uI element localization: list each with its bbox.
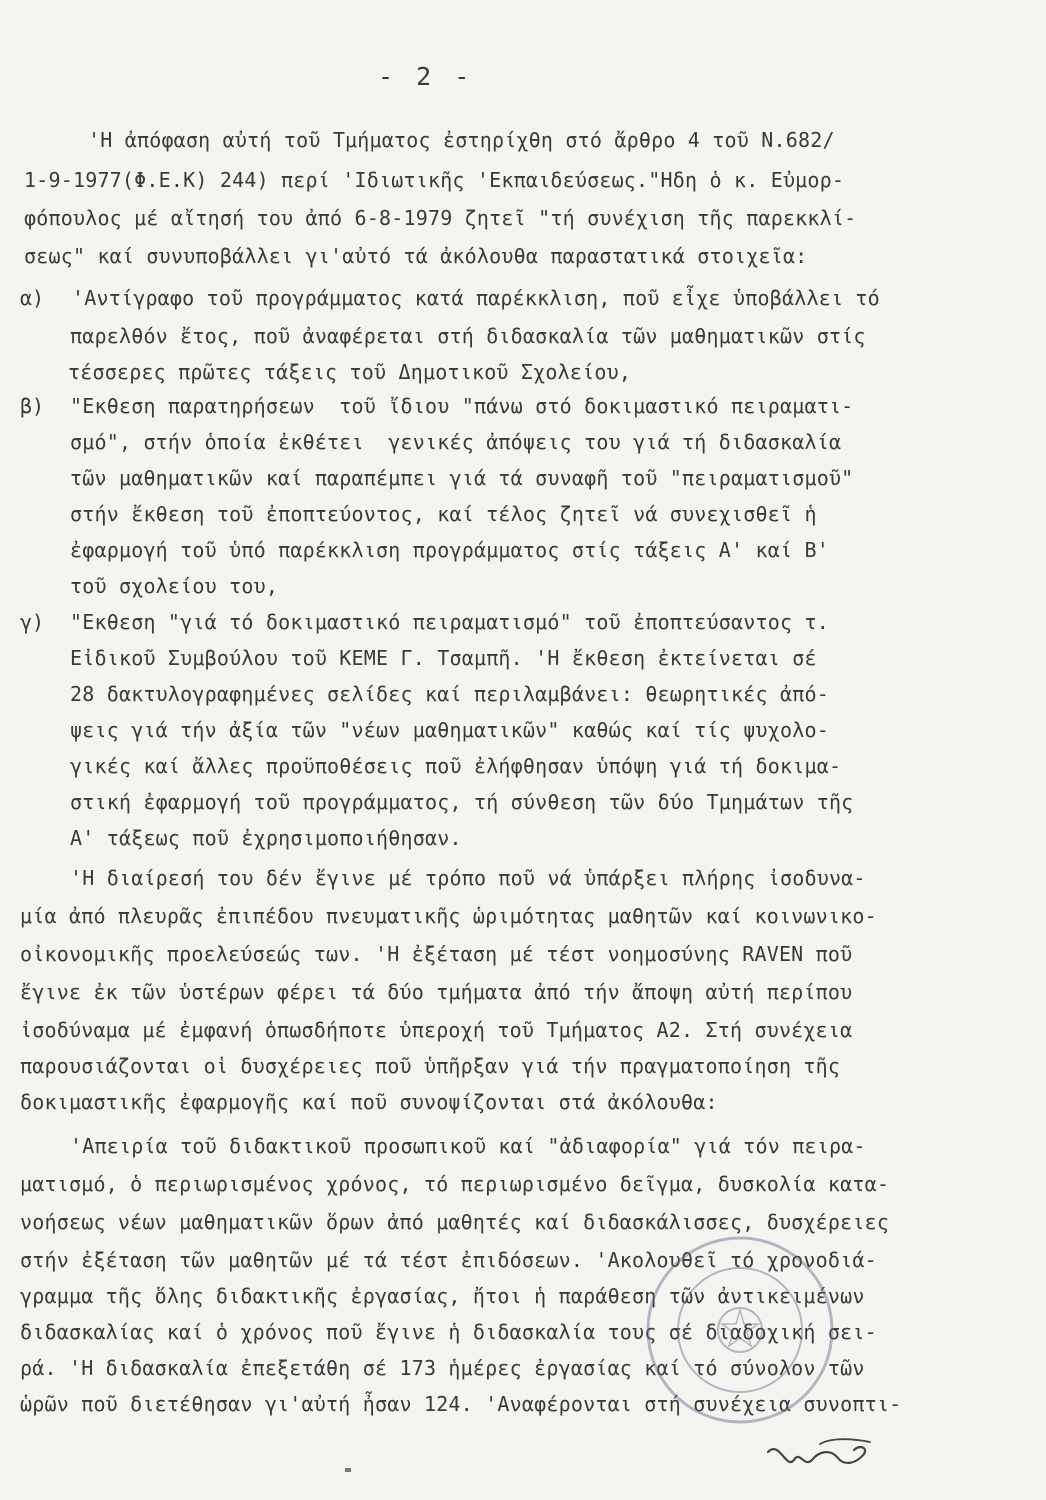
item-label: γ) (20, 610, 45, 634)
item-line: τέσσερες πρῶτες τάξεις τοῦ Δημοτικοῦ Σχολείου, (68, 360, 632, 384)
paragraph-line: ρά. 'Η διδασκαλία ἐπεξετάθη σέ 173 ἡμέρες ἐργασίας καί τό σύνολον τῶν (20, 1356, 865, 1380)
paragraph-line: 'Η ἀπόφαση αὐτή τοῦ Τμήματος ἐστηρίχθη στό ἄρθρο 4 τοῦ Ν.682/ (88, 128, 835, 152)
item-line: παρελθόν ἔτος, ποῦ ἀναφέρεται στή διδασκαλία τῶν μαθηματικῶν στίς (70, 324, 866, 348)
paragraph-line: ματισμό, ὁ περιωρισμένος χρόνος, τό περιωρισμένο δεῖγμα, δυσκολία κατα- (20, 1172, 890, 1196)
item-label: α) (20, 286, 45, 310)
item-line: ἐφαρμογή τοῦ ὑπό παρέκκλιση προγράμματος στίς τάξεις Α' καί Β' (70, 538, 829, 562)
item-line: ψεις γιά τήν ἀξία τῶν "νέων μαθηματικῶν" καθώς καί τίς ψυχολο- (70, 718, 829, 742)
paragraph-line: ὡρῶν ποῦ διετέθησαν γι'αὐτή ἦσαν 124. 'Αναφέρονται στή συνέχεια συνοπτι- (20, 1392, 902, 1416)
item-line: γικές καί ἄλλες προϋποθέσεις ποῦ ἐλήφθησαν ὑπόψη γιά τή δοκιμα- (70, 754, 842, 778)
item-label: β) (20, 394, 45, 418)
paragraph-line: φόπουλος μέ αἴτησή του ἀπό 6-8-1979 ζητεῖ "τή συνέχιση τῆς παρεκκλί- (24, 206, 857, 230)
paragraph-line: ἰσοδύναμα μέ ἐμφανή ὁπωσδήποτε ὑπεροχή τοῦ Τμήματος Α2. Στή συνέχεια (20, 1018, 853, 1042)
paragraph-line: στήν ἐξέταση τῶν μαθητῶν μέ τά τέστ ἐπιδόσεων. 'Ακολουθεῖ τό χρονοδιά- (20, 1248, 877, 1272)
paragraph-line: οἰκονομικῆς προελεύσεώς των. 'Η ἐξέταση μέ τέστ νοημοσύνης RAVEN ποῦ (20, 942, 853, 966)
page-number: - 2 - (378, 62, 474, 91)
item-line: στήν ἔκθεση τοῦ ἐποπτεύοντος, καί τέλος ζητεῖ νά συνεχισθεῖ ἡ (70, 502, 817, 526)
item-line: "Εκθεση παρατηρήσεων τοῦ ἴδιου "πάνω στό δοκιμαστικό πειραματι- (70, 394, 854, 418)
paragraph-line: δοκιμαστικῆς ἐφαρμογῆς καί ποῦ συνοψίζονται στά ἀκόλουθα: (20, 1090, 718, 1114)
paragraph-line: διδασκαλίας καί ὁ χρόνος ποῦ ἔγινε ἡ διδασκαλία τους σέ διαδοχική σει- (20, 1320, 877, 1344)
item-line: 'Αντίγραφο τοῦ προγράμματος κατά παρέκκλιση, ποῦ εἶχε ὑποβάλλει τό (72, 286, 880, 310)
paragraph-line: μία ἀπό πλευρᾶς ἐπιπέδου πνευματικῆς ὡριμότητας μαθητῶν καί κοινωνικο- (20, 904, 877, 928)
paragraph-line: 'Απειρία τοῦ διδακτικοῦ προσωπικοῦ καί "ἀδιαφορία" γιά τόν πειρα- (70, 1134, 866, 1158)
item-line: σμό", στήν ὁποία ἐκθέτει γενικές ἀπόψεις του γιά τή διδασκαλία (70, 430, 842, 454)
paragraph-line: σεως" καί συνυποβάλλει γι'αὐτό τά ἀκόλουθα παραστατικά στοιχεῖα: (24, 244, 808, 268)
item-line: 28 δακτυλογραφημένες σελίδες καί περιλαμβάνει: θεωρητικές ἀπό- (70, 682, 829, 706)
paragraph-line: γραμμα τῆς ὅλης διδακτικῆς ἐργασίας, ἤτοι ἡ παράθεση τῶν ἀντικειμένων (20, 1284, 865, 1308)
paragraph-line: 'Η διαίρεσή του δέν ἔγινε μέ τρόπο ποῦ νά ὑπάρξει πλήρης ἰσοδυνα- (70, 866, 866, 890)
official-stamp (640, 1230, 840, 1430)
ink-speck (345, 1468, 351, 1472)
item-line: Α' τάξεως ποῦ ἐχρησιμοποιήθησαν. (70, 826, 462, 850)
paragraph-line: παρουσιάζονται οἱ δυσχέρειες ποῦ ὑπῆρξαν γιά τήν πραγματοποίηση τῆς (20, 1054, 841, 1078)
item-line: τοῦ σχολείου του, (70, 574, 279, 598)
item-line: Εἰδικοῦ Συμβούλου τοῦ ΚΕΜΕ Γ. Τσαμπῆ. 'Η ἔκθεση ἐκτείνεται σέ (70, 646, 817, 670)
paragraph-line: ἔγινε ἐκ τῶν ὑστέρων φέρει τά δύο τμήματα ἀπό τήν ἄποψη αὐτή περίπου (20, 980, 853, 1004)
paragraph-line: 1-9-1977(Φ.Ε.Κ) 244) περί 'Ιδιωτικῆς 'Εκπαιδεύσεως."Ηδη ὁ κ. Εὐμορ- (24, 168, 845, 192)
paragraph-line: νοήσεως νέων μαθηματικῶν ὅρων ἀπό μαθητές καί διδασκάλισσες, δυσχέρειες (20, 1210, 890, 1234)
item-line: στική ἐφαρμογή τοῦ προγράμματος, τή σύνθεση τῶν δύο Τμημάτων τῆς (70, 790, 854, 814)
item-line: "Εκθεση "γιά τό δοκιμαστικό πειραματισμό" τοῦ ἐποπτεύσαντος τ. (70, 610, 829, 634)
item-line: τῶν μαθηματικῶν καί παραπέμπει γιά τά συναφῆ τοῦ "πειραματισμοῦ" (70, 466, 854, 490)
signature (760, 1430, 880, 1480)
